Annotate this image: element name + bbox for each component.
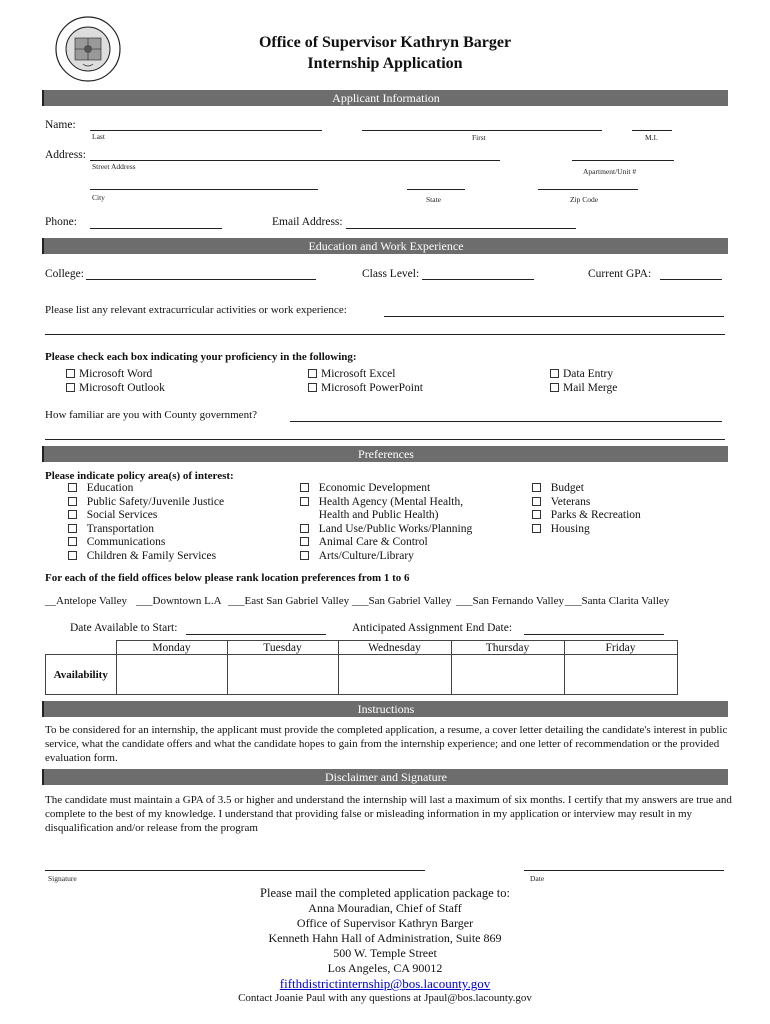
first-caption: First <box>472 133 486 142</box>
gpa-field[interactable] <box>660 279 722 280</box>
corner-cell <box>46 641 117 655</box>
email-field[interactable] <box>346 228 576 229</box>
gpa-label: Current GPA: <box>588 268 652 280</box>
mail-line-6: Los Angeles, CA 90012 <box>327 961 443 975</box>
checkbox[interactable] <box>308 369 317 378</box>
checkbox[interactable] <box>300 497 309 506</box>
name-label: Name: <box>45 119 76 131</box>
county-gov-field-2[interactable] <box>45 439 725 440</box>
checkbox[interactable] <box>68 497 77 506</box>
skill-outlook[interactable]: Microsoft Outlook <box>66 382 165 394</box>
day-wednesday: Wednesday <box>338 641 451 655</box>
checkbox[interactable] <box>66 369 75 378</box>
policy-item[interactable]: Social Services <box>68 509 224 523</box>
policy-item[interactable]: Communications <box>68 536 224 550</box>
office-santa-clarita[interactable]: ___Santa Clarita Valley <box>565 595 670 607</box>
checkbox[interactable] <box>68 483 77 492</box>
policy-item[interactable]: Education <box>68 482 224 496</box>
section-education: Education and Work Experience <box>42 238 728 254</box>
apartment-field[interactable] <box>572 160 674 161</box>
checkbox[interactable] <box>532 497 541 506</box>
policy-item[interactable]: Housing <box>532 523 641 537</box>
last-caption: Last <box>92 132 105 141</box>
mail-line-3: Office of Supervisor Kathryn Barger <box>296 916 474 930</box>
section-instructions: Instructions <box>42 701 728 717</box>
mail-line-4: Kenneth Hahn Hall of Administration, Suite 869 <box>268 931 502 945</box>
address-label: Address: <box>45 149 86 161</box>
zip-caption: Zip Code <box>570 195 599 204</box>
policy-item[interactable]: Transportation <box>68 523 224 537</box>
checkbox[interactable] <box>308 383 317 392</box>
city-field[interactable] <box>90 189 318 190</box>
phone-field[interactable] <box>90 228 222 229</box>
checkbox[interactable] <box>68 551 77 560</box>
skill-word[interactable]: Microsoft Word <box>66 368 152 380</box>
first-name-field[interactable] <box>362 130 602 131</box>
apartment-caption: Apartment/Unit # <box>583 167 637 176</box>
section-disclaimer: Disclaimer and Signature <box>42 769 728 785</box>
office-antelope[interactable]: __Antelope Valley <box>45 595 127 607</box>
office-sfv[interactable]: ___San Fernando Valley <box>456 595 564 607</box>
end-date-label: Anticipated Assignment End Date: <box>352 622 513 634</box>
proficiency-heading: Please check each box indicating your proficiency in the following: <box>45 351 357 363</box>
disclaimer-text: The candidate must maintain a GPA of 3.5 or higher and understand the internship will last a maximum of six months. I certify that my answers are true and complete to the best of my knowledge. I understand that providing false or misleading information in my application or interview may result in my disqualification and/or release from the program <box>45 794 732 834</box>
policy-item[interactable]: Children & Family Services <box>68 550 224 564</box>
date-caption: Date <box>530 874 545 883</box>
college-label: College: <box>45 268 84 280</box>
checkbox[interactable] <box>532 510 541 519</box>
availability-cell[interactable] <box>116 655 227 695</box>
mail-line-1: Please mail the completed application package to: <box>260 886 510 900</box>
checkbox[interactable] <box>300 483 309 492</box>
class-level-field[interactable] <box>422 279 534 280</box>
activities-field-2[interactable] <box>45 334 725 335</box>
state-caption: State <box>426 195 441 204</box>
policy-column-3 <box>532 482 641 536</box>
policy-item[interactable]: Budget <box>532 482 641 496</box>
office-downtown[interactable]: ___Downtown L.A <box>136 595 222 607</box>
mail-line-2: Anna Mouradian, Chief of Staff <box>308 901 462 915</box>
skill-powerpoint[interactable]: Microsoft PowerPoint <box>308 382 423 394</box>
day-tuesday: Tuesday <box>227 641 338 655</box>
city-caption: City <box>92 193 105 202</box>
policy-item[interactable]: Public Safety/Juvenile Justice <box>68 496 224 510</box>
county-gov-field-1[interactable] <box>290 421 722 422</box>
checkbox[interactable] <box>532 524 541 533</box>
section-applicant: Applicant Information <box>42 90 728 106</box>
skill-mail-merge[interactable]: Mail Merge <box>550 382 617 394</box>
policy-column-2 <box>300 482 472 564</box>
checkbox[interactable] <box>300 551 309 560</box>
policy-column-1 <box>68 482 224 564</box>
availability-cell[interactable] <box>338 655 451 695</box>
availability-label: Availability <box>46 655 117 695</box>
form-title: Office of Supervisor Kathryn Barger <box>258 34 512 51</box>
mi-caption: M.I. <box>645 133 658 142</box>
day-thursday: Thursday <box>451 641 564 655</box>
rank-heading: For each of the field offices below please rank location preferences from 1 to 6 <box>45 572 410 584</box>
street-caption: Street Address <box>92 162 136 171</box>
end-date-field[interactable] <box>524 634 664 635</box>
office-sgv[interactable]: ___San Gabriel Valley <box>352 595 452 607</box>
last-name-field[interactable] <box>90 130 322 131</box>
activities-field-1[interactable] <box>384 316 724 317</box>
policy-item[interactable]: Parks & Recreation <box>532 509 641 523</box>
availability-cell[interactable] <box>564 655 677 695</box>
form-subtitle: Internship Application <box>307 55 463 72</box>
checkbox[interactable] <box>300 524 309 533</box>
day-monday: Monday <box>116 641 227 655</box>
internship-email-link[interactable]: fifthdistrictinternship@bos.lacounty.gov <box>279 976 491 991</box>
policy-item[interactable]: Arts/Culture/Library <box>300 550 472 564</box>
email-link-wrap <box>0 976 770 992</box>
contact-line: Contact Joanie Paul with any questions at Jpaul@bos.lacounty.gov <box>238 992 532 1004</box>
checkbox[interactable] <box>68 524 77 533</box>
date-field[interactable] <box>524 870 724 871</box>
policy-item[interactable]: Animal Care & Control <box>300 536 472 550</box>
policy-item-continued: Health and Public Health) <box>318 509 439 522</box>
checkbox[interactable] <box>68 510 77 519</box>
checkbox[interactable] <box>532 483 541 492</box>
policy-item[interactable]: Health Agency (Mental Health, <box>300 496 472 510</box>
zip-field[interactable] <box>538 189 638 190</box>
availability-cell[interactable] <box>451 655 564 695</box>
policy-item[interactable]: Economic Development <box>300 482 472 496</box>
phone-label: Phone: <box>45 216 77 228</box>
instructions-text: To be considered for an internship, the applicant must provide the completed application, a resume, a cover letter detailing the candidate's interest in public service, what the candidate offers and what the candidate hopes to gain from the internship experience; and one letter of recommendation or the provided evaluation form. <box>45 724 728 764</box>
start-date-label: Date Available to Start: <box>70 622 178 634</box>
section-preferences: Preferences <box>42 446 728 462</box>
checkbox[interactable] <box>300 537 309 546</box>
activities-label: Please list any relevant extracurricular activities or work experience: <box>45 304 347 316</box>
availability-table <box>45 640 678 695</box>
checkbox[interactable] <box>550 369 559 378</box>
checkbox[interactable] <box>66 383 75 392</box>
availability-cell[interactable] <box>227 655 338 695</box>
start-date-field[interactable] <box>186 634 326 635</box>
class-level-label: Class Level: <box>362 268 420 280</box>
skill-excel[interactable]: Microsoft Excel <box>308 368 395 380</box>
mail-line-5: 500 W. Temple Street <box>333 946 437 960</box>
office-east-sgv[interactable]: ___East San Gabriel Valley <box>228 595 350 607</box>
college-field[interactable] <box>86 279 316 280</box>
county-gov-label: How familiar are you with County government? <box>45 409 258 421</box>
state-field[interactable] <box>407 189 465 190</box>
signature-field[interactable] <box>45 870 425 871</box>
email-label: Email Address: <box>272 216 343 228</box>
middle-initial-field[interactable] <box>632 130 672 131</box>
checkbox[interactable] <box>68 537 77 546</box>
policy-item[interactable]: Land Use/Public Works/Planning <box>300 523 472 537</box>
street-address-field[interactable] <box>90 160 500 161</box>
day-friday: Friday <box>564 641 677 655</box>
policy-heading: Please indicate policy area(s) of interest: <box>45 470 234 482</box>
skill-data-entry[interactable]: Data Entry <box>550 368 613 380</box>
signature-caption: Signature <box>48 874 77 883</box>
checkbox[interactable] <box>550 383 559 392</box>
policy-item[interactable]: Veterans <box>532 496 641 510</box>
